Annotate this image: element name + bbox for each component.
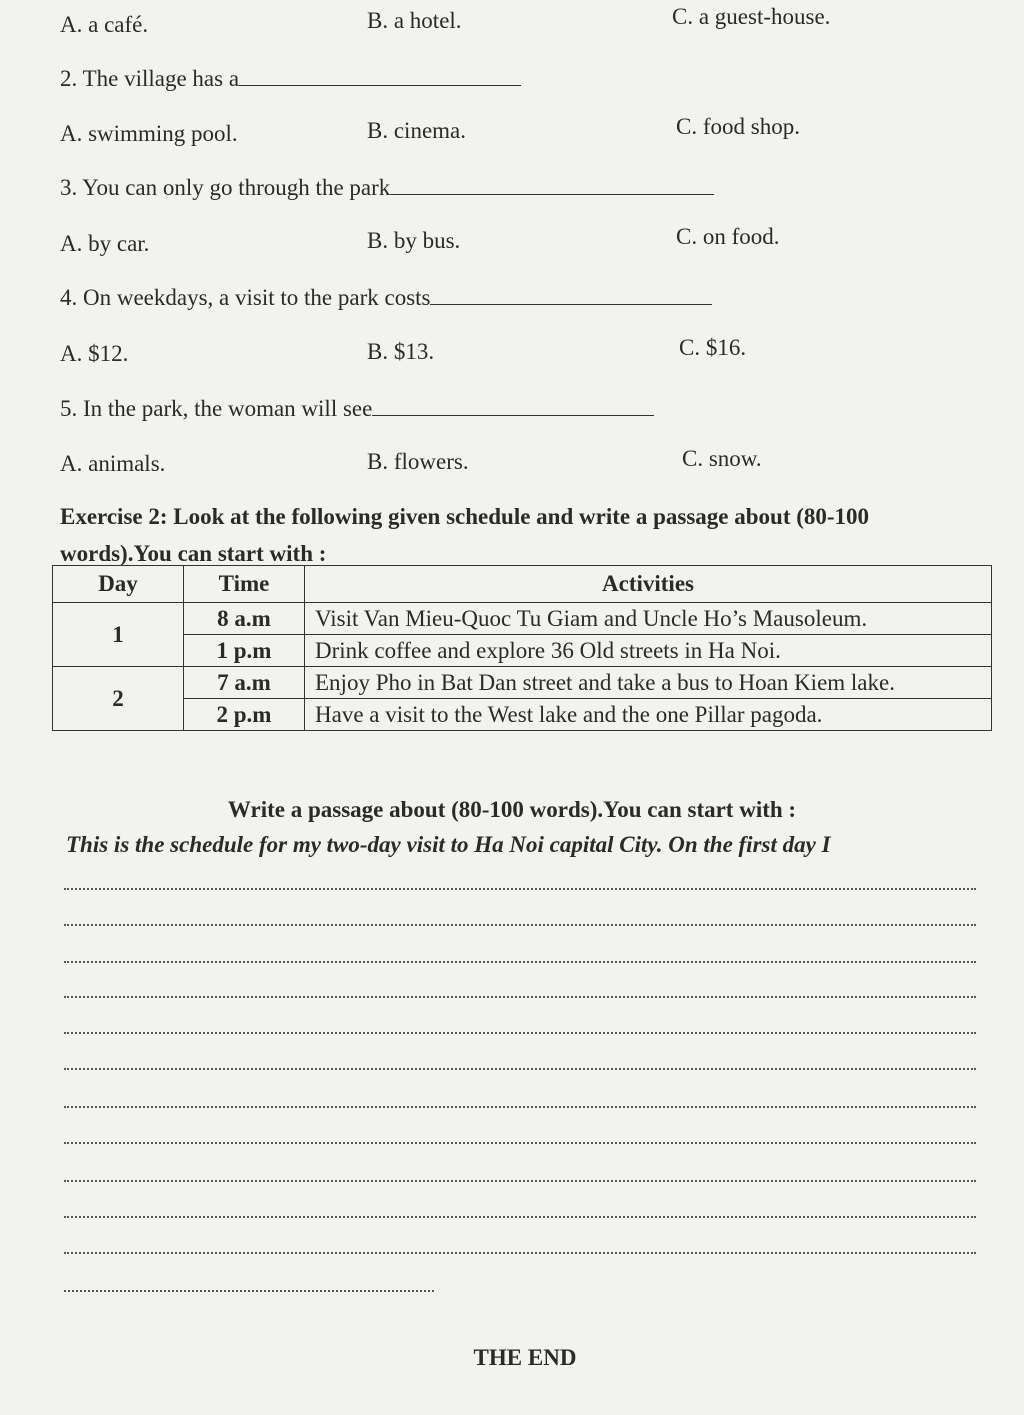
table-row xyxy=(53,667,992,699)
q1-option-c: C. a guest-house. xyxy=(672,4,831,29)
writing-line[interactable] xyxy=(64,924,976,926)
q4-answer-blank[interactable] xyxy=(430,300,712,305)
writing-line[interactable] xyxy=(64,1106,976,1108)
writing-starter: This is the schedule for my two-day visit to Ha Noi capital City. On the first day I xyxy=(66,832,831,857)
schedule-table xyxy=(52,565,992,731)
q4-option-a: A. $12. xyxy=(60,341,129,366)
q4-stem xyxy=(60,285,712,311)
q3-option-c: C. on food. xyxy=(676,224,780,249)
day-cell: 1 xyxy=(53,603,184,667)
day-cell: 2 xyxy=(53,667,184,731)
q1-option-b: B. a hotel. xyxy=(367,8,462,33)
activity-cell: Visit Van Mieu-Quoc Tu Giam and Uncle Ho’s Mausoleum. xyxy=(305,603,992,635)
q2-option-c: C. food shop. xyxy=(676,114,800,139)
q4-option-b: B. $13. xyxy=(367,339,435,364)
header-activities: Activities xyxy=(305,566,992,603)
q5-stem xyxy=(60,396,654,422)
table-row xyxy=(53,603,992,635)
q5-option-a: A. animals. xyxy=(60,451,166,476)
q5-answer-blank[interactable] xyxy=(372,411,654,416)
q4-option-c: C. $16. xyxy=(679,335,747,360)
writing-line[interactable] xyxy=(64,996,976,998)
q3-option-a: A. by car. xyxy=(60,231,150,256)
table-row xyxy=(53,699,992,731)
activity-cell: Drink coffee and explore 36 Old streets in Ha Noi. xyxy=(305,635,992,667)
q3-stem-text: 3. You can only go through the park xyxy=(60,175,391,200)
q4-stem-text: 4. On weekdays, a visit to the park costs xyxy=(60,285,431,310)
writing-line[interactable] xyxy=(64,1032,976,1034)
header-day: Day xyxy=(53,566,184,603)
schedule-header-row xyxy=(53,566,992,603)
q2-stem xyxy=(60,66,521,92)
time-cell: 1 p.m xyxy=(184,635,305,667)
q2-stem-text: 2. The village has a xyxy=(60,66,240,91)
writing-line[interactable] xyxy=(64,888,976,890)
q2-option-b: B. cinema. xyxy=(367,118,466,143)
header-time: Time xyxy=(184,566,305,603)
writing-prompt: Write a passage about (80-100 words).You can start with : xyxy=(227,797,797,822)
q3-answer-blank[interactable] xyxy=(390,190,714,195)
writing-line[interactable] xyxy=(64,1142,976,1144)
writing-line[interactable] xyxy=(64,1290,434,1292)
q3-stem xyxy=(60,175,714,201)
writing-line[interactable] xyxy=(64,1068,976,1070)
table-row xyxy=(53,635,992,667)
time-cell: 2 p.m xyxy=(184,699,305,731)
q3-option-b: B. by bus. xyxy=(367,228,461,253)
q1-option-a: A. a café. xyxy=(60,12,149,37)
writing-line[interactable] xyxy=(64,1252,976,1254)
the-end-label: THE END xyxy=(473,1345,577,1370)
writing-line[interactable] xyxy=(64,1180,976,1182)
writing-line[interactable] xyxy=(64,1216,976,1218)
q5-option-b: B. flowers. xyxy=(367,449,469,474)
q5-option-c: C. snow. xyxy=(682,446,762,471)
q2-answer-blank[interactable] xyxy=(239,81,521,86)
activity-cell: Have a visit to the West lake and the one Pillar pagoda. xyxy=(305,699,992,731)
time-cell: 7 a.m xyxy=(184,667,305,699)
writing-line[interactable] xyxy=(64,961,976,963)
time-cell: 8 a.m xyxy=(184,603,305,635)
q2-option-a: A. swimming pool. xyxy=(60,121,238,146)
q5-stem-text: 5. In the park, the woman will see xyxy=(60,396,373,421)
activity-cell: Enjoy Pho in Bat Dan street and take a bus to Hoan Kiem lake. xyxy=(305,667,992,699)
exercise-2-heading: Exercise 2: Look at the following given schedule and write a passage about (80-100 words).You can start with : xyxy=(60,504,870,566)
